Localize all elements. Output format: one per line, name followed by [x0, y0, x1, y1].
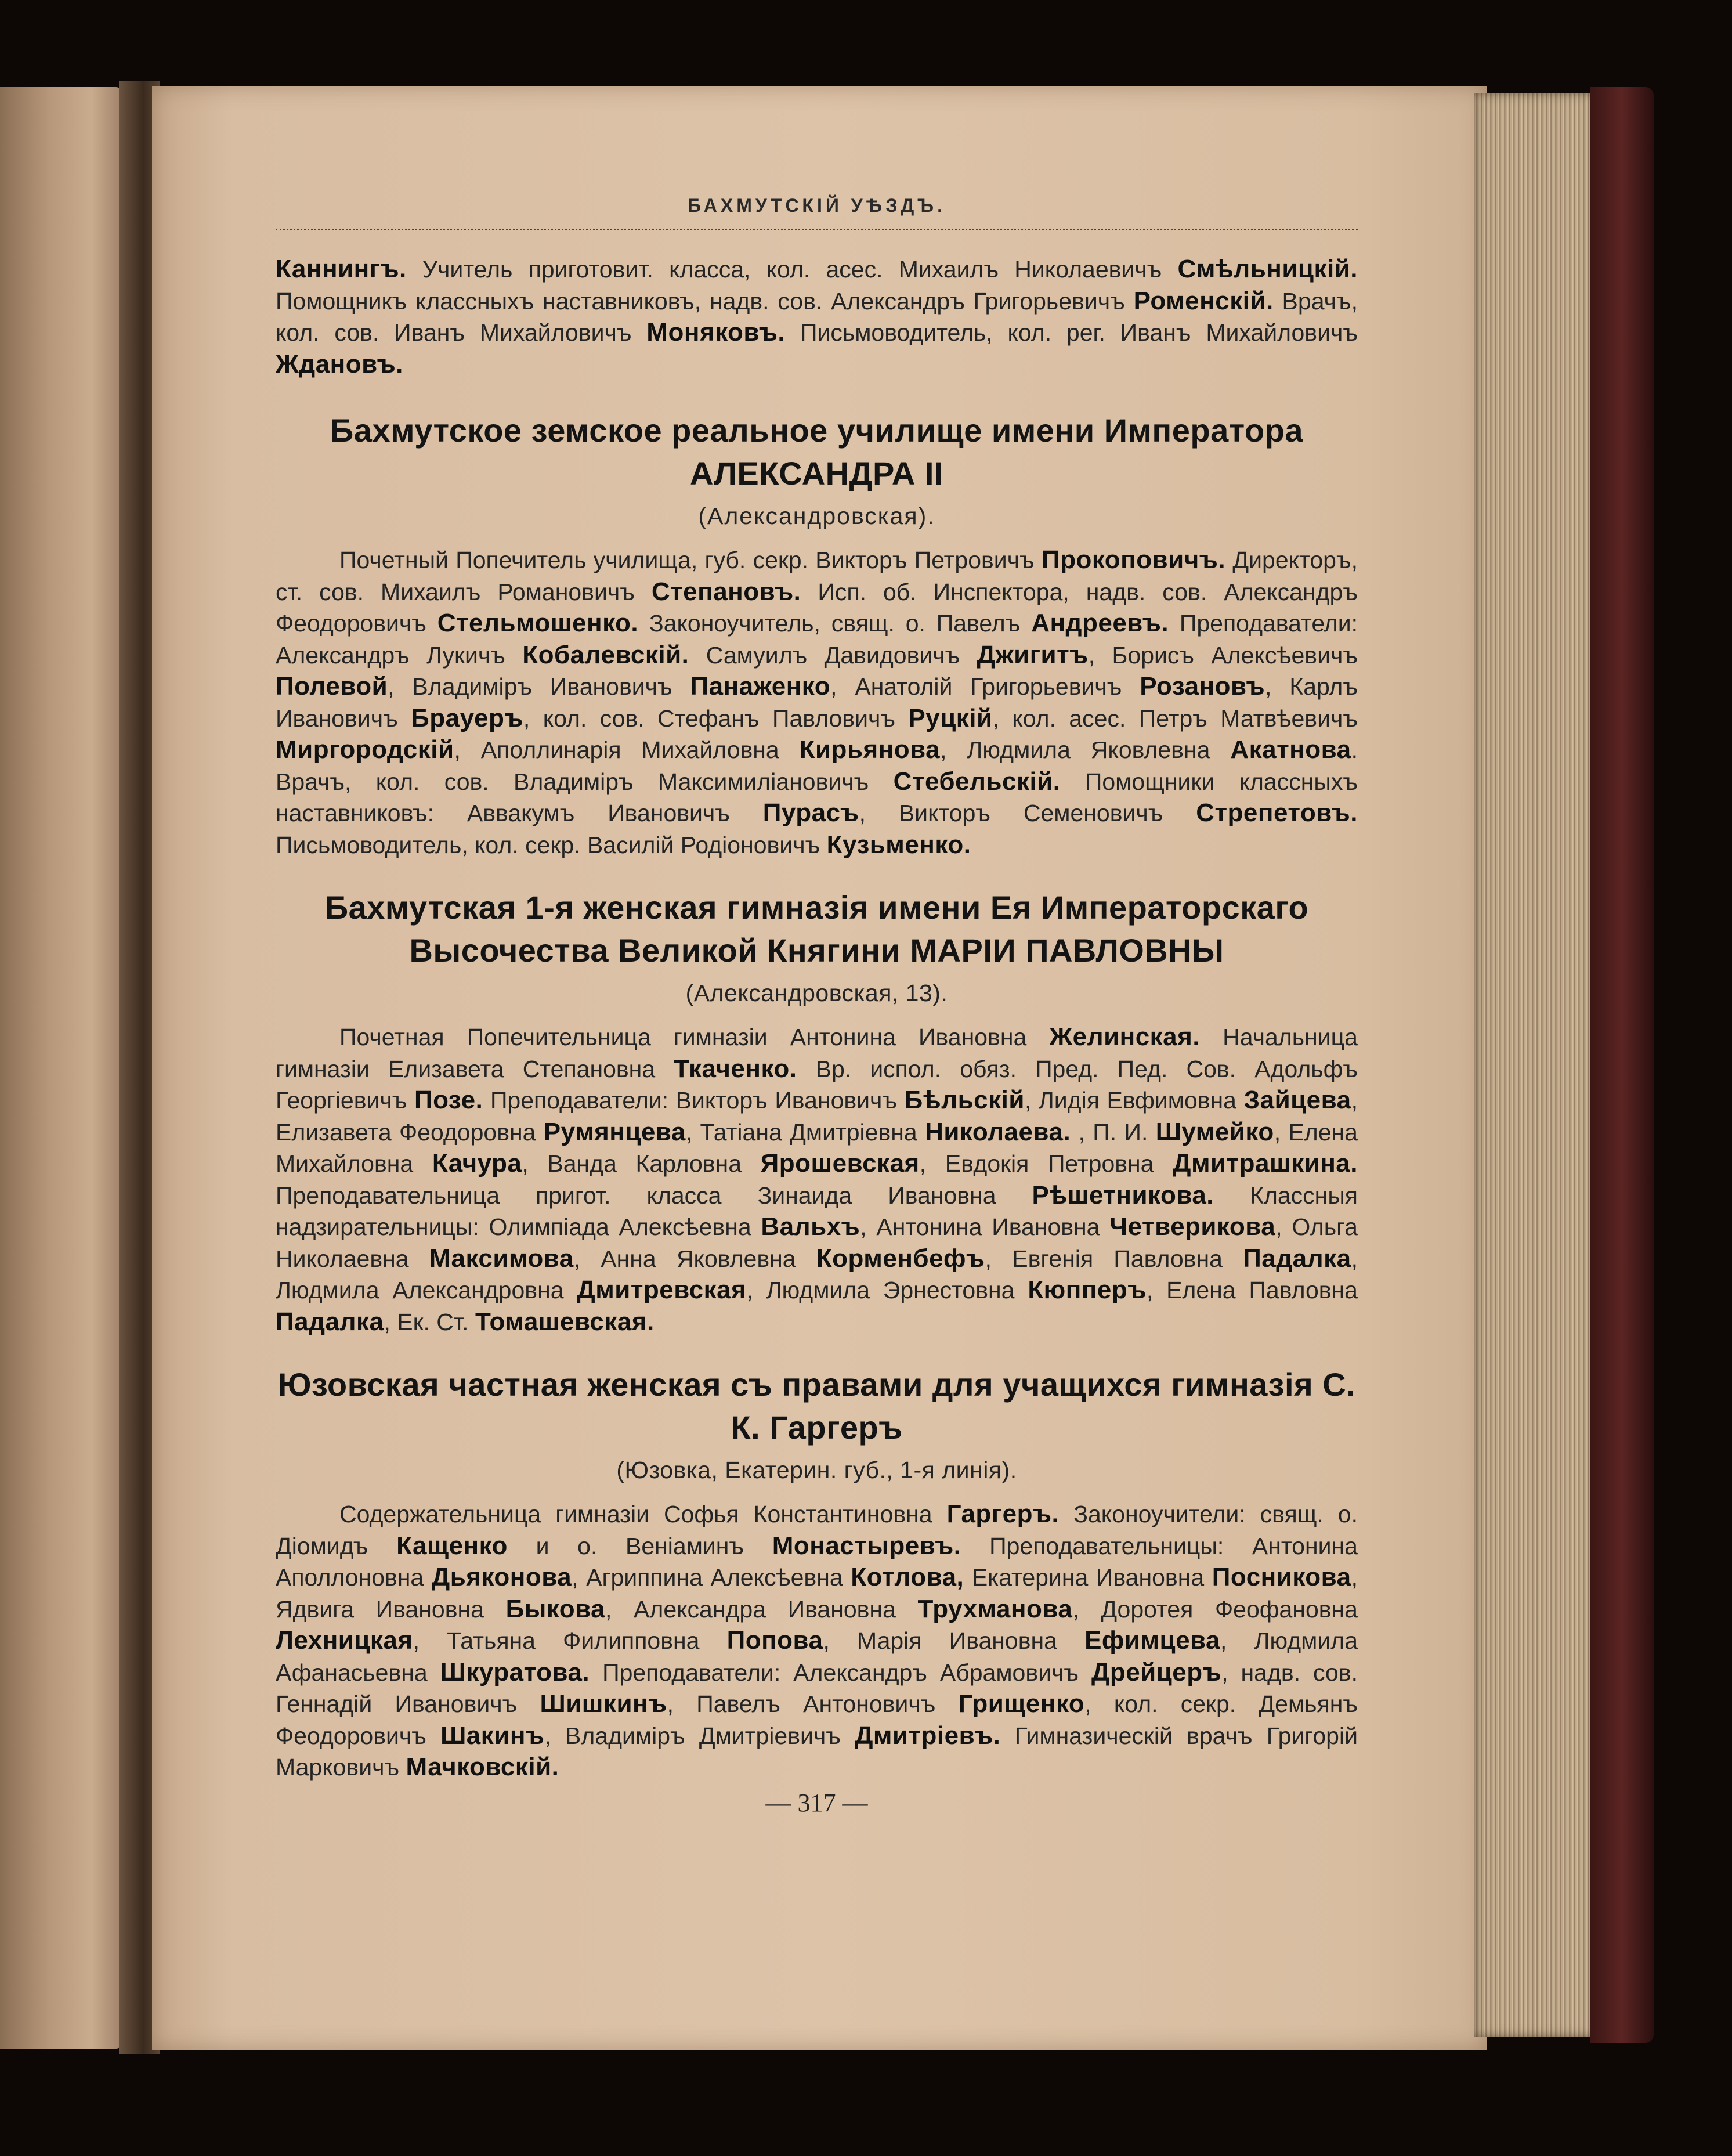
body-text: Преподавательницы: Антонина Аполлоновна: [276, 1532, 1358, 1591]
body-text: , Елена Михайловна: [276, 1118, 1358, 1177]
page-text: [276, 192, 1358, 1818]
body-text: , Антонина Ивановна: [860, 1214, 1100, 1240]
section-body: [276, 544, 1358, 861]
person-name: Ярошевская: [760, 1149, 920, 1178]
section-body: [276, 1021, 1358, 1338]
body-text: , кол. секр. Демьянъ Феодоровичъ: [276, 1691, 1358, 1749]
section-body: [276, 1498, 1358, 1783]
body-text: , Аполлинарія Михайловна: [454, 736, 779, 763]
person-name: Кащенко: [396, 1531, 508, 1560]
intro-paragraph: [276, 254, 1358, 380]
body-text: , Людмила Александровна: [276, 1245, 1358, 1303]
body-text: , Анатолій Григорьевичъ: [830, 673, 1122, 700]
body-text: , Елена Павловна: [1146, 1277, 1358, 1303]
person-name: Посникова: [1212, 1563, 1351, 1591]
header-rule: [276, 221, 1358, 230]
person-name: Желинская.: [1049, 1023, 1201, 1051]
person-name: Полевой: [276, 672, 388, 700]
person-name: Миргородскій: [276, 735, 454, 764]
person-name: Зайцева: [1243, 1086, 1351, 1114]
section-address: (Александровская, 13).: [685, 980, 948, 1006]
body-text: , Татьяна Филипповна: [413, 1627, 700, 1654]
body-text: Классныя надзирательницы: Олимпіада Алексѣевна: [276, 1182, 1358, 1240]
body-text: , кол. сов. Стефанъ Павловичъ: [523, 705, 895, 732]
person-name: Румянцева: [543, 1117, 686, 1146]
person-name: Попова: [726, 1626, 823, 1655]
person-name: Корменбефъ: [816, 1244, 985, 1273]
person-name: Рѣшетникова.: [1032, 1180, 1214, 1209]
page-number: — 317 —: [765, 1788, 868, 1817]
person-name: Котлова,: [851, 1563, 964, 1591]
body-text: Гимназическій врачъ Григорій Марковичъ: [276, 1722, 1358, 1781]
body-text: , Агриппина Алексѣевна: [572, 1564, 843, 1591]
body-text: , Викторъ Семеновичъ: [859, 800, 1163, 826]
body-text: , Ванда Карловна: [522, 1150, 742, 1177]
person-name: Падалка: [276, 1307, 384, 1336]
section-address: (Александровская).: [698, 503, 935, 529]
person-name: Кирьянова: [799, 735, 941, 764]
body-text: , Доротея Феофановна: [1072, 1595, 1358, 1623]
body-text: , Ядвига Ивановна: [276, 1564, 1358, 1623]
person-name: Дрейцеръ: [1091, 1657, 1222, 1686]
person-name: Кобалевскій.: [522, 640, 689, 669]
person-name: Качура: [432, 1149, 522, 1178]
person-name: Бѣльскій: [904, 1086, 1025, 1114]
intro-text: Учитель приготовит. класса, кол. асес. Михаилъ Николаевичъ: [422, 256, 1162, 283]
running-title: БАХМУТСКІЙ УѢЗДЪ.: [687, 195, 946, 216]
body-text: , Владиміръ Дмитріевичъ: [544, 1722, 841, 1749]
body-text: , Людмила Афанасьевна: [276, 1627, 1358, 1686]
body-text: Законоучитель, свящ. о. Павелъ: [649, 610, 1021, 637]
person-name: Шкуратова.: [440, 1657, 590, 1686]
person-name: Кузьменко.: [826, 830, 971, 859]
body-text: Самуилъ Давидовичъ: [706, 641, 960, 669]
person-name: Максимова: [429, 1244, 574, 1273]
person-name: Стрепетовъ.: [1196, 799, 1358, 827]
person-name: Дьяконова: [431, 1563, 572, 1591]
person-name: Степановъ.: [651, 577, 801, 606]
body-text: Законоучители: свящ. о. Діомидъ: [276, 1501, 1358, 1559]
person-name: Каннингъ.: [276, 255, 407, 283]
intro-text: Помощникъ классныхъ наставниковъ, надв. сов. Александръ Григорьевичъ: [276, 287, 1125, 315]
body-text: , надв. сов. Геннадій Ивановичъ: [276, 1659, 1358, 1717]
body-text: , Людмила Эрнестовна: [746, 1277, 1015, 1303]
body-text: , Татіана Дмитріевна: [685, 1118, 917, 1146]
person-name: Кюпперъ: [1028, 1276, 1147, 1304]
person-name: Прокоповичъ.: [1041, 546, 1226, 574]
person-name: Роменскій.: [1133, 286, 1274, 315]
person-name: Трухманова: [917, 1594, 1073, 1623]
person-name: Дмитрашкина.: [1173, 1149, 1358, 1178]
body-text: , Евгенія Павловна: [985, 1245, 1223, 1272]
person-name: Руцкій: [908, 703, 993, 732]
body-text: , Лидія Евфимовна: [1024, 1087, 1236, 1114]
person-name: Андреевъ.: [1031, 609, 1169, 637]
body-text: , Ек. Ст.: [384, 1308, 469, 1335]
body-text: Почетная Попечительница гимназіи Антонина Ивановна: [339, 1024, 1027, 1050]
body-text: , Елизавета Феодоровна: [276, 1087, 1358, 1146]
body-text: Письмоводитель, кол. секр. Василій Родіоновичъ: [276, 831, 820, 858]
person-name: Шакинъ: [440, 1721, 545, 1750]
body-text: , Марія Ивановна: [823, 1627, 1057, 1654]
body-text: , Анна Яковлевна: [573, 1245, 796, 1272]
person-name: Гаргеръ.: [946, 1500, 1060, 1528]
body-text: Начальница гимназіи Елизавета Степановна: [276, 1024, 1358, 1082]
person-name: Ефимцева: [1084, 1626, 1220, 1655]
body-text: Помощники классныхъ наставниковъ: Аввакумъ Ивановичъ: [276, 768, 1358, 826]
body-text: Преподаватели: Викторъ Ивановичъ: [490, 1087, 898, 1114]
body-text: Почетный Попечитель училища, губ. секр. Викторъ Петровичъ: [339, 547, 1035, 573]
body-text: Екатерина Ивановна: [971, 1564, 1205, 1591]
person-name: Акатнова: [1230, 735, 1351, 764]
person-name: Четверикова: [1109, 1212, 1276, 1241]
person-name: Позе.: [414, 1086, 483, 1114]
body-text: , Павелъ Антоновичъ: [667, 1691, 936, 1717]
section-address: (Юзовка, Екатерин. губ., 1-я линія).: [616, 1457, 1017, 1483]
section-title: Юзовская частная женская съ правами для учащихся гимназія С. К. Гаргеръ: [277, 1366, 1356, 1446]
person-name: Шумейко: [1155, 1117, 1274, 1146]
intro-text: Врачъ, кол. сов. Иванъ Михайловичъ: [276, 287, 1358, 346]
body-text: Содержательница гимназіи Софья Константиновна: [339, 1501, 932, 1527]
body-text: Вр. испол. обяз. Пред. Пед. Сов. Адольфъ Георгіевичъ: [276, 1055, 1358, 1114]
person-name: Вальхъ: [761, 1212, 860, 1241]
body-text: , Ольга Николаевна: [276, 1214, 1358, 1272]
body-text: , П. И.: [1078, 1118, 1148, 1146]
body-text: Исп. об. Инспектора, надв. сов. Александръ Феодоровичъ: [276, 578, 1358, 637]
person-name: Брауеръ: [411, 703, 523, 732]
person-name: Моняковъ.: [646, 318, 786, 346]
person-name: Ткаченко.: [674, 1054, 797, 1083]
body-text: Преподаватели: Александръ Лукичъ: [276, 610, 1358, 669]
body-text: , Александра Ивановна: [605, 1595, 896, 1623]
person-name: Дмитревская: [577, 1276, 747, 1304]
person-name: Дмитріевъ.: [855, 1721, 1001, 1750]
body-text: , Евдокія Петровна: [919, 1150, 1154, 1177]
person-name: Стельмошенко.: [437, 609, 639, 637]
person-name: Стебельскій.: [893, 767, 1061, 796]
person-name: Пурасъ: [762, 799, 859, 827]
intro-text: Письмоводитель, кол. рег. Иванъ Михайловичъ: [800, 319, 1358, 346]
person-name: Шишкинъ: [540, 1689, 667, 1718]
person-name: Джигитъ: [977, 640, 1089, 669]
body-text: , Карлъ Ивановичъ: [276, 673, 1358, 732]
person-name: Панаженко: [690, 672, 831, 700]
person-name: Розановъ: [1140, 672, 1265, 700]
body-text: Преподавательница пригот. класса Зинаида Ивановна: [276, 1182, 996, 1209]
person-name: Томашевская.: [475, 1307, 655, 1336]
body-text: , кол. асес. Петръ Матвѣевичъ: [992, 705, 1358, 732]
person-name: Ждановъ.: [276, 349, 403, 378]
section-title: Бахмутская 1-я женская гимназія имени Ея Императорскаго Высочества Великой Княгини МАРІИ ПАВЛОВНЫ: [324, 889, 1309, 969]
left-page-edge: [0, 87, 122, 2049]
body-text: , Людмила Яковлевна: [940, 736, 1210, 763]
person-name: Николаева.: [925, 1117, 1071, 1146]
section-title: Бахмутское земское реальное училище имени Императора АЛЕКСАНДРА II: [330, 412, 1303, 492]
person-name: Падалка: [1243, 1244, 1351, 1273]
page-stack-edges: [1474, 93, 1596, 2037]
body-text: и о. Веніаминъ: [536, 1532, 744, 1559]
person-name: Лехницкая: [276, 1626, 413, 1655]
person-name: Грищенко: [958, 1689, 1085, 1718]
body-text: Преподаватели: Александръ Абрамовичъ: [602, 1659, 1079, 1686]
person-name: Мачковскій.: [406, 1753, 559, 1781]
body-text: . Врачъ, кол. сов. Владиміръ Максимиліановичъ: [276, 736, 1358, 795]
person-name: Смѣльницкій.: [1177, 255, 1358, 283]
body-text: Директоръ, ст. сов. Михаилъ Романовичъ: [276, 547, 1358, 605]
person-name: Монастыревъ.: [772, 1531, 961, 1560]
body-text: , Борисъ Алексѣевичъ: [1088, 641, 1358, 669]
person-name: Быкова: [505, 1594, 606, 1623]
body-text: , Владиміръ Ивановичъ: [388, 673, 672, 700]
book-cover: [1590, 87, 1654, 2043]
